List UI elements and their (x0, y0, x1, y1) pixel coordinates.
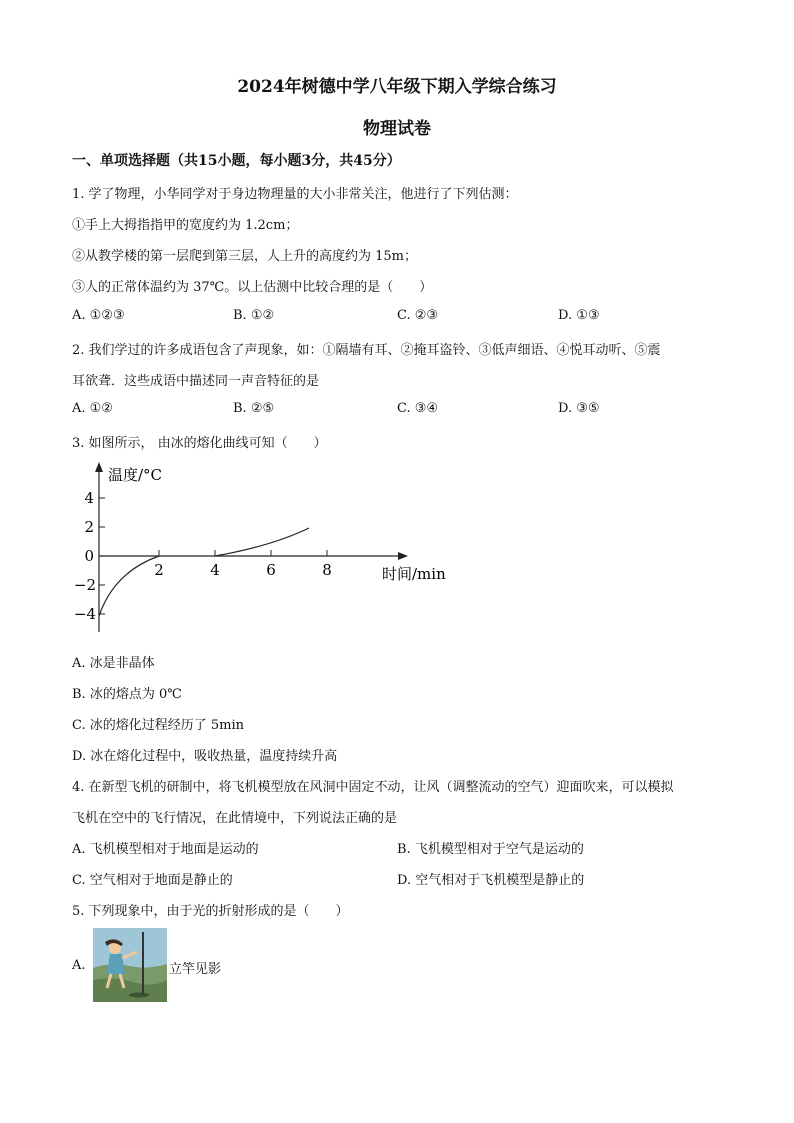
q4-option-d: D. 空气相对于飞机模型是静止的 (397, 873, 585, 888)
q3-option-b: B. 冰的熔点为 0℃ (72, 687, 182, 702)
q2-option-d: D. ③⑤ (558, 401, 600, 416)
x-tick-label: 6 (266, 561, 276, 579)
q2-option-b: B. ②⑤ (233, 401, 275, 416)
q5-option-a-text: 立竿见影 (169, 962, 222, 977)
q1-stem: 1. 学了物理，小华同学对于身边物理量的大小非常关注，他进行了下列估测： (72, 187, 518, 202)
q1-statement-3: ③人的正常体温约为 37℃。以上估测中比较合理的是（ ） (72, 280, 433, 295)
x-tick-label: 2 (154, 561, 164, 579)
q1-statement-1: ①手上大拇指指甲的宽度约为 1.2cm； (72, 218, 299, 233)
q1-option-a: A. ①②③ (72, 308, 125, 323)
q4-option-b: B. 飞机模型相对于空气是运动的 (397, 842, 584, 857)
y-tick-label: 0 (84, 547, 94, 565)
curve-rising-segment (99, 556, 159, 616)
q3-option-d: D. 冰在熔化过程中，吸收热量，温度持续升高 (72, 749, 338, 764)
q2-option-a: A. ①② (72, 401, 113, 416)
q2-stem-line-1: 2. 我们学过的许多成语包含了声现象，如：①隔墙有耳、②掩耳盗铃、③低声细语、④悦耳动听、⑤震 (72, 343, 661, 358)
y-tick-label: −4 (73, 605, 96, 623)
q3-option-c: C. 冰的熔化过程经历了 5min (72, 718, 245, 733)
q2-option-c: C. ③④ (397, 401, 439, 416)
q5-stem: 5. 下列现象中，由于光的折射形成的是（ ） (72, 904, 349, 919)
q1-statement-2: ②从教学楼的第一层爬到第三层，人上升的高度约为 15m； (72, 249, 418, 264)
x-tick-label: 4 (210, 561, 220, 579)
q4-option-c: C. 空气相对于地面是静止的 (72, 873, 233, 888)
x-axis-arrow (398, 552, 408, 560)
curve-liquid-segment (215, 528, 309, 556)
page-subtitle: 物理试卷 (363, 119, 431, 139)
q4-option-a: A. 飞机模型相对于地面是运动的 (72, 842, 259, 857)
melting-curve-graph (72, 460, 472, 638)
y-axis-label: 温度/°C (108, 466, 163, 484)
y-tick-label: 4 (84, 489, 94, 507)
y-tick-label: −2 (73, 576, 96, 594)
page-title: 2024年树德中学八年级下期入学综合练习 (237, 77, 557, 97)
q5-option-a-letter: A. (72, 958, 86, 973)
x-tick-label: 8 (322, 561, 332, 579)
q1-option-d: D. ①③ (558, 308, 600, 323)
x-axis-label: 时间/min (382, 565, 446, 583)
q3-stem: 3. 如图所示， 由冰的熔化曲线可知（ ） (72, 436, 327, 451)
q2-stem-line-2: 耳欲聋．这些成语中描述同一声音特征的是 (72, 374, 320, 389)
q4-stem-line-2: 飞机在空中的飞行情况，在此情境中，下列说法正确的是 (72, 811, 398, 826)
q1-option-c: C. ②③ (397, 308, 439, 323)
y-tick-label: 2 (84, 518, 94, 536)
y-axis-arrow (95, 462, 103, 472)
section-heading: 一、单项选择题（共15小题，每小题3分，共45分） (72, 153, 401, 169)
q4-stem-line-1: 4. 在新型飞机的研制中，将飞机模型放在风洞中固定不动，让风（调整流动的空气）迎面吹来，可以模拟 (72, 780, 674, 795)
pole-shadow-illustration (93, 928, 167, 1002)
q3-option-a: A. 冰是非晶体 (72, 656, 155, 671)
q1-option-b: B. ①② (233, 308, 275, 323)
